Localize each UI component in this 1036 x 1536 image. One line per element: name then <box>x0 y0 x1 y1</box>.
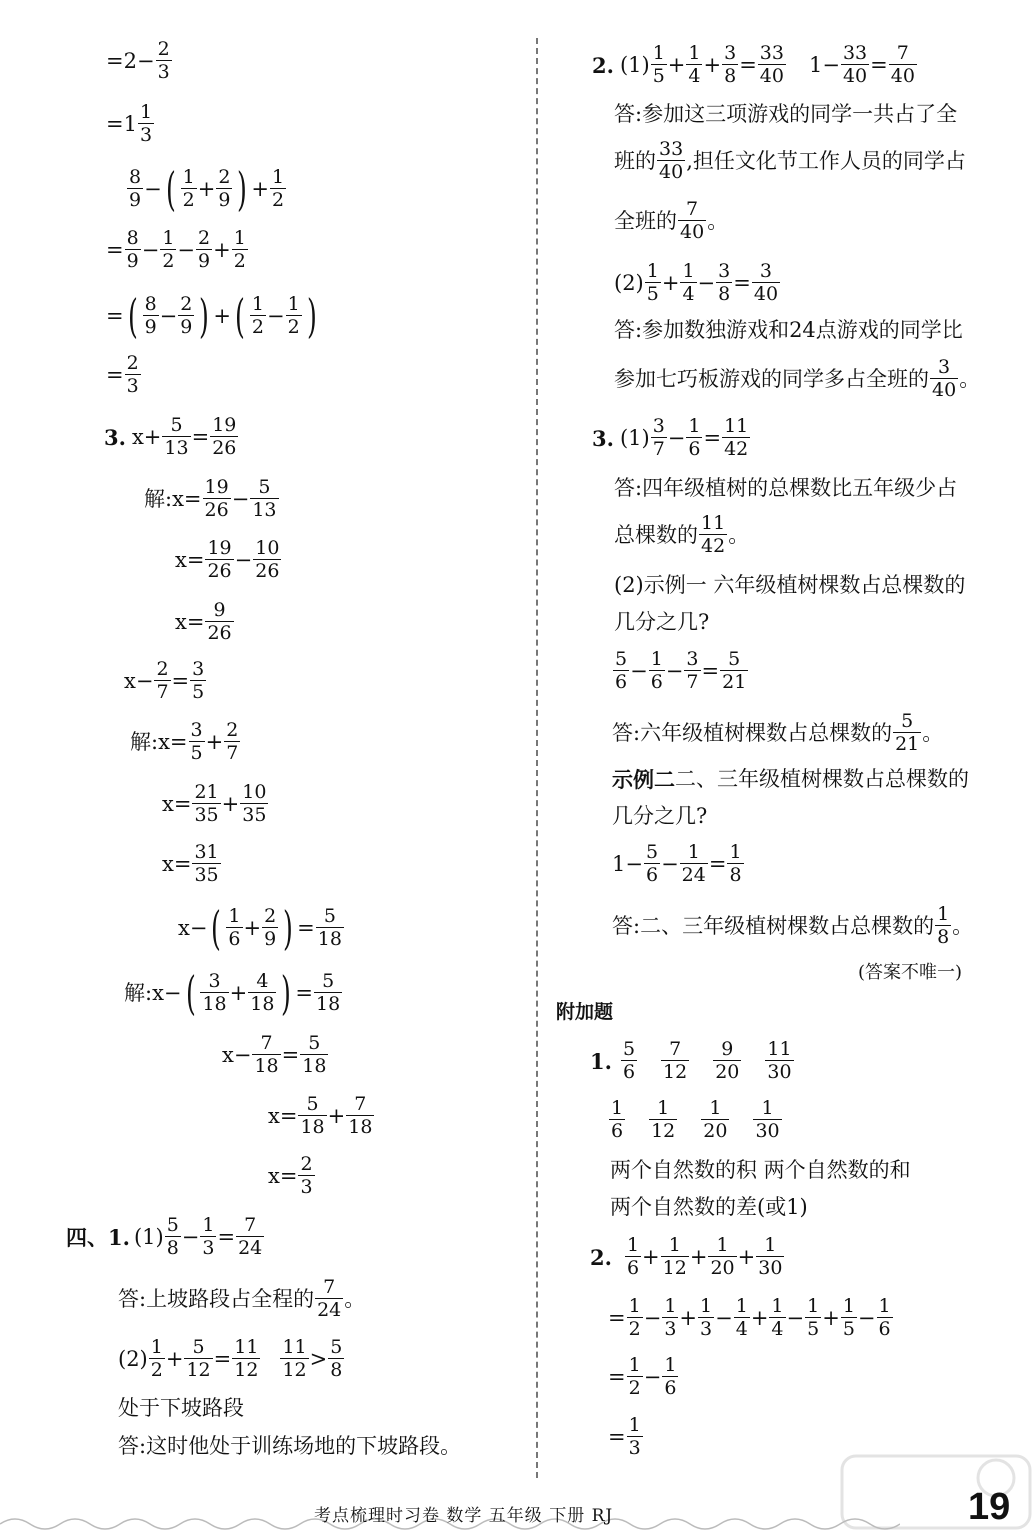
q3c-step-4: x= $\frac{2}{3}$ <box>268 1153 313 1198</box>
fraction: $\frac{19}{26}$ <box>207 537 232 582</box>
q3a-step-1: 解:x= $\frac{19}{26}$ − $\frac{5}{13}$ <box>144 476 277 521</box>
fraction: $\frac{7}{40}$ <box>680 198 705 243</box>
fraction: $\frac{1}{2}$ <box>628 1295 641 1340</box>
calc-line-1 <box>106 40 173 82</box>
fraction: $\frac{2}{9}$ <box>198 227 211 272</box>
fraction: $\frac{7}{24}$ <box>317 1276 342 1321</box>
fraction: $\frac{5}{6}$ <box>622 1038 636 1083</box>
example-2-text-line-2: 几分之几? <box>612 804 708 828</box>
fraction: $\frac{5}{8}$ <box>166 1214 179 1259</box>
fraction: $\frac{1}{3}$ <box>700 1295 713 1340</box>
q3a-step-2: x= $\frac{19}{26}$ − $\frac{10}{26}$ <box>175 537 280 582</box>
text: =2− <box>106 48 155 73</box>
q3c-step-2: x− $\frac{7}{18}$ = $\frac{5}{18}$ <box>222 1032 327 1077</box>
page-number: 19 <box>968 1486 1011 1528</box>
question-number: 3. <box>592 425 614 451</box>
q4-2-answer: 答:这时他处于训练场地的下坡路段。 <box>118 1434 462 1458</box>
q3b-step-2: x= $\frac{21}{35}$ + $\frac{10}{35}$ <box>162 781 267 826</box>
fraction: $\frac{5}{12}$ <box>186 1336 211 1381</box>
extra-1-text-line-1: 两个自然数的积 两个自然数的和 <box>610 1158 911 1182</box>
fraction: $\frac{7}{12}$ <box>663 1038 688 1083</box>
fraction: $\frac{3}{5}$ <box>192 658 205 703</box>
fraction: $\frac{1}{6}$ <box>626 1234 640 1279</box>
fraction: $\frac{9}{26}$ <box>207 599 232 644</box>
fraction: $\frac{7}{24}$ <box>238 1214 263 1259</box>
example-2-text-line-1: 示例二 二、三年级植树棵数占总棵数的 <box>612 767 969 792</box>
fraction: $\frac{1}{2}$ <box>251 293 264 338</box>
fraction: $\frac{1}{3}$ <box>664 1295 677 1340</box>
fraction: $\frac{1}{2}$ <box>162 227 175 272</box>
extra-2-line-3: = $\frac{1}{2}$ − $\frac{1}{6}$ <box>608 1354 677 1399</box>
fraction: $\frac{10}{35}$ <box>242 781 267 826</box>
fraction: $\frac{1}{4}$ <box>682 260 695 305</box>
question-number: 2. <box>592 52 614 78</box>
fraction: $\frac{19}{26}$ <box>204 476 229 521</box>
fraction: $\frac{1}{2}$ <box>233 227 246 272</box>
question-number: 四、1. <box>66 1224 130 1250</box>
fraction: $\frac{1}{5}$ <box>646 260 659 305</box>
calc-line-5: = ( $\frac{8}{9}$ − $\frac{2}{9}$ ) + ( $\frac{1}{2}$ − $\frac{1}{2}$ ) <box>106 289 317 343</box>
fraction: $\frac{5}{8}$ <box>330 1336 343 1381</box>
fraction: $\frac{5}{13}$ <box>164 414 189 459</box>
fraction: $\frac{2}{9}$ <box>218 166 231 211</box>
fraction: $\frac{3}{7}$ <box>686 648 699 693</box>
q2-1-answer-line-1: 答:参加这三项游戏的同学一共占了全 <box>614 102 958 126</box>
extra-2-line-1: 2. $\frac{1}{6}$ + $\frac{1}{12}$ + $\frac{1}{20}$ + $\frac{1}{30}$ <box>590 1234 783 1279</box>
question-number: 3. <box>104 424 126 450</box>
q2-1-answer-line-2: 班的 $\frac{33}{40}$ ,担任文化节工作人员的同学占 <box>614 138 966 183</box>
fraction: $\frac{11}{42}$ <box>724 415 749 460</box>
q2-1-answer-line-3: 全班的 $\frac{7}{40}$ 。 <box>614 198 729 243</box>
fraction: $\frac{5}{18}$ <box>300 1093 325 1138</box>
fraction: $\frac{3}{18}$ <box>202 970 227 1015</box>
fraction: $\frac{1}{6}$ <box>650 648 663 693</box>
fraction: $\frac{1}{6}$ <box>611 1097 624 1142</box>
q3-1-equation: 3. (1) $\frac{3}{7}$ − $\frac{1}{6}$ = $\frac{11}{42}$ <box>592 415 749 460</box>
fraction: $\frac{2}{7}$ <box>156 658 169 703</box>
fraction: $\frac{5}{13}$ <box>252 476 277 521</box>
calc-line-6: = $\frac{2}{3}$ <box>106 352 139 397</box>
fraction: $\frac{3}{7}$ <box>652 415 665 460</box>
q4-2-equation: (2) $\frac{1}{2}$ + $\frac{5}{12}$ = $\frac{11}{12}$ $\frac{11}{12}$ > $\frac{5}{8}$ <box>118 1336 343 1381</box>
fraction: $\frac{1}{2}$ <box>287 293 300 338</box>
q4-1-equation: 四、1. (1) $\frac{5}{8}$ − $\frac{1}{3}$ = $\frac{7}{24}$ <box>66 1214 263 1259</box>
fraction: $\frac{8}{9}$ <box>144 293 157 338</box>
q3c-step-3: x= $\frac{5}{18}$ + $\frac{7}{18}$ <box>268 1093 373 1138</box>
fraction: $\frac{5}{18}$ <box>316 970 341 1015</box>
fraction: $\frac{2}{3}$ <box>300 1153 313 1198</box>
fraction: $\frac{11}{30}$ <box>767 1038 792 1083</box>
fraction: $\frac{5}{21}$ <box>722 648 747 693</box>
q3-equation-c: x− ( $\frac{1}{6}$ + $\frac{2}{9}$ ) = $\frac{5}{18}$ <box>178 901 342 955</box>
extra-2-line-2: = $\frac{1}{2}$ − $\frac{1}{3}$ + $\frac{1}{3}$ − $\frac{1}{4}$ + $\frac{1}{4}$ − $\frac{1}{5}$ + $\frac{1}{5}$ − $\frac{1}{6}$ <box>608 1295 891 1340</box>
q3-1-answer-line-2: 总棵数的 $\frac{11}{42}$ 。 <box>614 512 750 557</box>
extra-1-row-1 <box>590 1040 795 1082</box>
extra-2-line-4: = $\frac{1}{3}$ <box>608 1414 641 1459</box>
q3b-step-3: x= $\frac{31}{35}$ <box>162 841 219 886</box>
fraction: $\frac{8}{9}$ <box>126 227 139 272</box>
fraction: $\frac{10}{26}$ <box>255 537 280 582</box>
calc-line-3: $\frac{8}{9}$ − ( $\frac{1}{2}$ + $\frac{2}{9}$ ) + $\frac{1}{2}$ <box>129 162 285 216</box>
fraction: $\frac{9}{20}$ <box>715 1038 740 1083</box>
q3-1-answer-line-1: 答:四年级植树的总棵数比五年级少占 <box>614 476 958 500</box>
fraction: $\frac{3}{8}$ <box>724 42 737 87</box>
fraction: $\frac{8}{9}$ <box>129 166 142 211</box>
q4-2-text: 处于下坡路段 <box>118 1396 244 1420</box>
fraction: $\frac{19}{26}$ <box>212 414 237 459</box>
fraction: $\frac{3}{8}$ <box>718 260 731 305</box>
fraction: $\frac{4}{18}$ <box>250 970 275 1015</box>
fraction: $\frac{1}{4}$ <box>771 1295 784 1340</box>
extra-questions-title: 附加题 <box>556 1001 614 1023</box>
fraction: $\frac{2}{7}$ <box>226 719 239 764</box>
fraction: $\frac{2}{3}$ <box>157 38 170 83</box>
fraction: $\frac{21}{35}$ <box>194 781 219 826</box>
fraction: $\frac{1}{20}$ <box>710 1234 735 1279</box>
fraction: $\frac{1}{4}$ <box>688 42 701 87</box>
question-number: 2. <box>590 1244 612 1270</box>
fraction: $\frac{1}{12}$ <box>651 1097 676 1142</box>
footer-book-title: 考点梳理时习卷 数学 五年级 下册 RJ <box>314 1506 614 1526</box>
calc-line-4: = $\frac{8}{9}$ − $\frac{1}{2}$ − $\frac{2}{9}$ + $\frac{1}{2}$ <box>106 227 246 272</box>
fraction: $\frac{1}{30}$ <box>755 1097 780 1142</box>
fraction: $\frac{2}{9}$ <box>264 905 277 950</box>
fraction: $\frac{11}{12}$ <box>234 1336 259 1381</box>
fraction: $\frac{31}{35}$ <box>194 841 219 886</box>
fraction: $\frac{1}{5}$ <box>652 42 665 87</box>
question-number: 1. <box>590 1048 612 1074</box>
fraction: $\frac{1}{20}$ <box>703 1097 728 1142</box>
fraction: $\frac{3}{40}$ <box>753 260 779 305</box>
fraction: $\frac{5}{18}$ <box>302 1032 327 1077</box>
q3-equation-a: 3. x+ $\frac{5}{13}$ = $\frac{19}{26}$ <box>104 414 237 459</box>
fraction: $\frac{7}{40}$ <box>890 42 915 87</box>
fraction: $\frac{5}{6}$ <box>645 841 659 886</box>
fraction: $\frac{7}{18}$ <box>348 1093 373 1138</box>
fraction: $\frac{1}{2}$ <box>182 166 195 211</box>
column-divider <box>536 38 538 1478</box>
q4-1-answer: 答:上坡路段占全程的 $\frac{7}{24}$ 。 <box>118 1276 366 1321</box>
fraction: $\frac{2}{3}$ <box>126 352 139 397</box>
fraction: $\frac{3}{5}$ <box>190 719 203 764</box>
fraction: $\frac{1}{3}$ <box>202 1214 215 1259</box>
q2-2-answer-line-2: 参加七巧板游戏的同学多占全班的 $\frac{3}{40}$ 。 <box>614 356 981 401</box>
fraction: $\frac{1}{5}$ <box>807 1295 820 1340</box>
fraction: $\frac{5}{18}$ <box>317 905 342 950</box>
extra-1-text-line-2: 两个自然数的差(或1) <box>610 1195 808 1219</box>
q3-2-text-line-1: (2)示例一 六年级植树棵数占总棵数的 <box>614 573 966 597</box>
fraction: $\frac{5}{6}$ <box>615 648 628 693</box>
fraction: $\frac{33}{40}$ <box>842 42 868 87</box>
fraction: $\frac{3}{40}$ <box>932 356 957 401</box>
fraction: $\frac{11}{12}$ <box>282 1336 307 1381</box>
fraction: $\frac{5}{21}$ <box>895 710 920 755</box>
fraction: $\frac{1}{3}$ <box>628 1414 641 1459</box>
fraction: $\frac{1}{6}$ <box>688 415 701 460</box>
fraction: $\frac{1}{8}$ <box>729 841 742 886</box>
q3b-step-1: 解:x= $\frac{3}{5}$ + $\frac{2}{7}$ <box>130 719 239 764</box>
fraction: $\frac{33}{40}$ <box>759 42 784 87</box>
fraction: $\frac{1}{6}$ <box>664 1354 677 1399</box>
q3-equation-b: x− $\frac{2}{7}$ = $\frac{3}{5}$ <box>124 658 205 703</box>
q2-2-equation: (2) $\frac{1}{5}$ + $\frac{1}{4}$ − $\frac{3}{8}$ = $\frac{3}{40}$ <box>614 260 779 305</box>
fraction: $\frac{1}{3}$ <box>139 101 153 146</box>
calc-line-2: =1 $\frac{1}{3}$ <box>106 101 153 146</box>
example-2-title: 示例二 <box>612 767 675 792</box>
fraction: $\frac{1}{2}$ <box>150 1336 163 1381</box>
example-2-equation: 1− $\frac{5}{6}$ − $\frac{1}{24}$ = $\frac{1}{8}$ <box>612 841 742 886</box>
q3c-step-1: 解:x− ( $\frac{3}{18}$ + $\frac{4}{18}$ ) = $\frac{5}{18}$ <box>124 966 341 1020</box>
fraction: $\frac{1}{8}$ <box>937 903 950 948</box>
fraction: $\frac{1}{6}$ <box>228 905 241 950</box>
fraction: $\frac{11}{42}$ <box>701 512 726 557</box>
q3-2-text-line-2: 几分之几? <box>614 610 710 634</box>
answer-not-unique-note: (答案不唯一) <box>858 962 963 983</box>
fraction: $\frac{7}{18}$ <box>254 1032 279 1077</box>
q2-1-equation: 2. (1) $\frac{1}{5}$ + $\frac{1}{4}$ + $\frac{3}{8}$ = $\frac{33}{40}$ 1− $\frac{33}{40}$ = $\frac{7}{40}$ <box>592 42 915 87</box>
q3a-step-3: x= $\frac{9}{26}$ <box>175 599 232 644</box>
fraction: $\frac{1}{2}$ <box>628 1354 641 1399</box>
fraction: $\frac{1}{12}$ <box>662 1234 687 1279</box>
fraction: $\frac{1}{6}$ <box>878 1295 891 1340</box>
fraction: $\frac{33}{40}$ <box>659 138 684 183</box>
fraction: $\frac{2}{9}$ <box>180 293 193 338</box>
extra-1-row-2 <box>608 1099 783 1141</box>
fraction: $\frac{1}{30}$ <box>758 1234 783 1279</box>
example-2-answer: 答:二、三年级植树棵数占总棵数的 $\frac{1}{8}$ 。 <box>612 903 974 948</box>
fraction: $\frac{1}{24}$ <box>681 841 706 886</box>
fraction: $\frac{1}{4}$ <box>735 1295 748 1340</box>
q2-2-answer-line-1: 答:参加数独游戏和24点游戏的同学比 <box>614 318 963 342</box>
fraction: $\frac{1}{2}$ <box>272 166 285 211</box>
fraction: $\frac{1}{5}$ <box>842 1295 855 1340</box>
q3-2-equation: $\frac{5}{6}$ − $\frac{1}{6}$ − $\frac{3}{7}$ = $\frac{5}{21}$ <box>615 648 747 693</box>
q3-2-answer: 答:六年级植树棵数占总棵数的 $\frac{5}{21}$ 。 <box>612 710 944 755</box>
